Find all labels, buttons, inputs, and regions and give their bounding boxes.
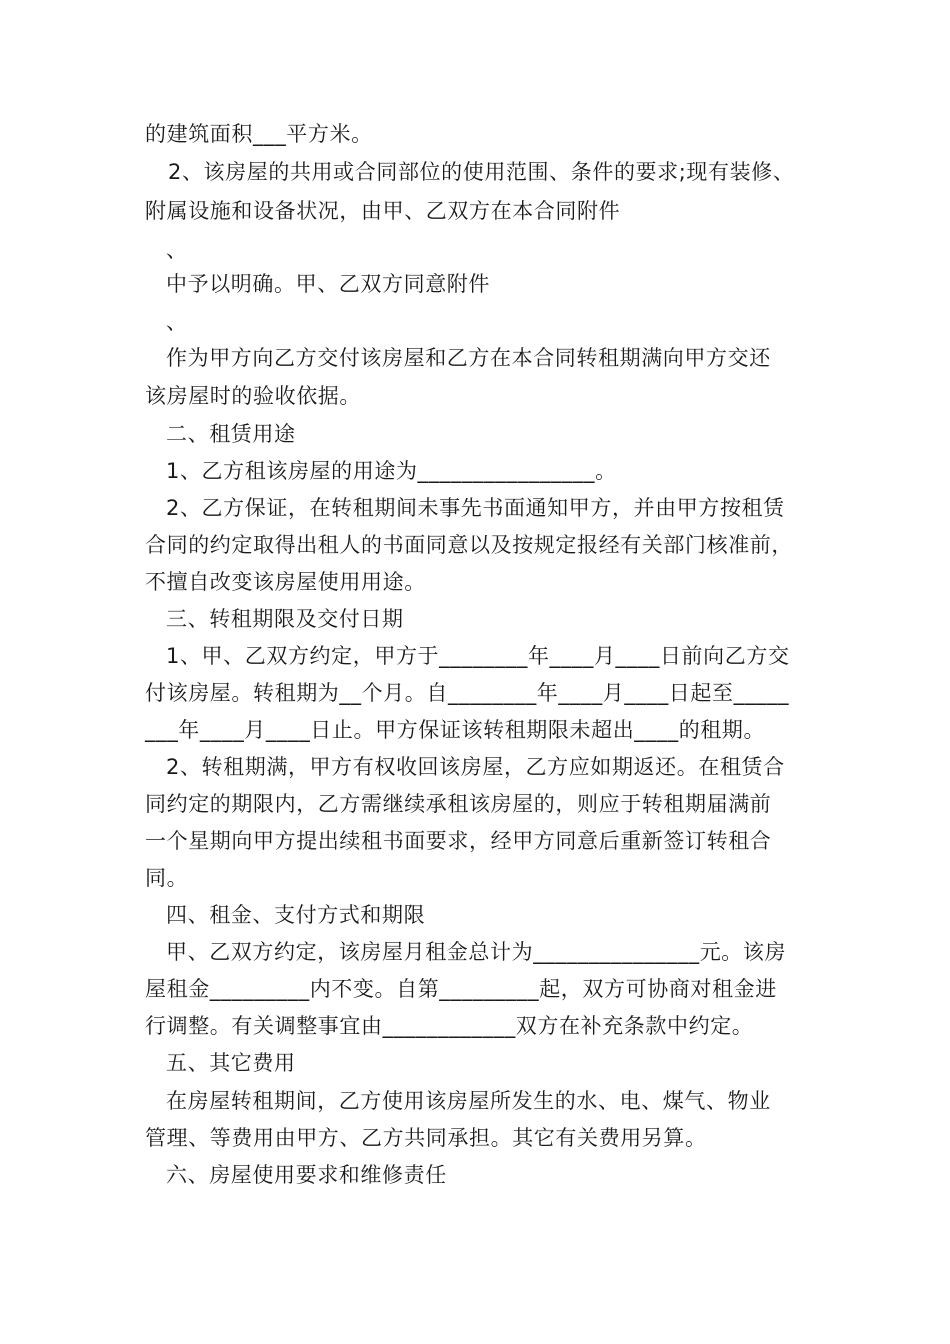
section-heading: 六、房屋使用要求和维修责任	[166, 1163, 447, 1187]
text-line: 作为甲方向乙方交付该房屋和乙方在本合同转租期满向甲方交还	[166, 346, 771, 370]
text-line: 付该房屋。转租期为__个月。自________年____月____日起至_____	[145, 681, 790, 705]
text-line: 在房屋转租期间，乙方使用该房屋所发生的水、电、煤气、物业	[166, 1089, 771, 1113]
text-line: 甲、乙双方约定，该房屋月租金总计为_______________元。该房	[166, 940, 787, 964]
section-heading: 四、租金、支付方式和期限	[166, 903, 426, 927]
text-line: 的建筑面积___平方米。	[145, 122, 373, 146]
text-line: 不擅自改变该房屋使用用途。	[145, 570, 426, 594]
text-line: 1、甲、乙双方约定，甲方于________年____月____日前向乙方交	[166, 644, 790, 668]
section-heading: 三、转租期限及交付日期	[166, 607, 404, 631]
text-line: 同约定的期限内，乙方需继续承租该房屋的，则应于转租期届满前	[145, 792, 772, 816]
text-line: 附属设施和设备状况，由甲、乙双方在本合同附件	[145, 199, 621, 223]
text-line: 2、转租期满，甲方有权收回该房屋，乙方应如期返还。在租赁合	[166, 755, 785, 779]
text-line: 中予以明确。甲、乙双方同意附件	[166, 272, 490, 296]
section-heading: 五、其它费用	[166, 1051, 296, 1075]
text-line: 屋租金_________内不变。自第_________起，双方可协商对租金进	[145, 977, 777, 1001]
section-heading: 二、租赁用途	[166, 422, 296, 446]
text-line: 一个星期向甲方提出续租书面要求，经甲方同意后重新签订转租合	[145, 829, 772, 853]
text-line: 2、乙方保证，在转租期间未事先书面通知甲方，并由甲方按租赁	[166, 496, 785, 520]
text-line: 、	[166, 310, 188, 334]
text-line: 行调整。有关调整事宜由____________双方在补充条款中约定。	[145, 1014, 754, 1038]
text-line: 管理、等费用由甲方、乙方共同承担。其它有关费用另算。	[145, 1126, 707, 1150]
text-line: 1、乙方租该房屋的用途为________________。	[166, 459, 617, 483]
text-line: 该房屋时的验收依据。	[145, 384, 361, 408]
text-line: ___年____月____日止。甲方保证该转租期限未超出____的租期。	[145, 718, 766, 742]
text-line: 2、该房屋的共用或合同部位的使用范围、条件的要求;现有装修、	[168, 160, 795, 184]
text-line: 合同的约定取得出租人的书面同意以及按规定报经有关部门核准前，	[145, 533, 793, 557]
text-line: 、	[166, 238, 188, 262]
text-line: 同。	[145, 866, 189, 890]
